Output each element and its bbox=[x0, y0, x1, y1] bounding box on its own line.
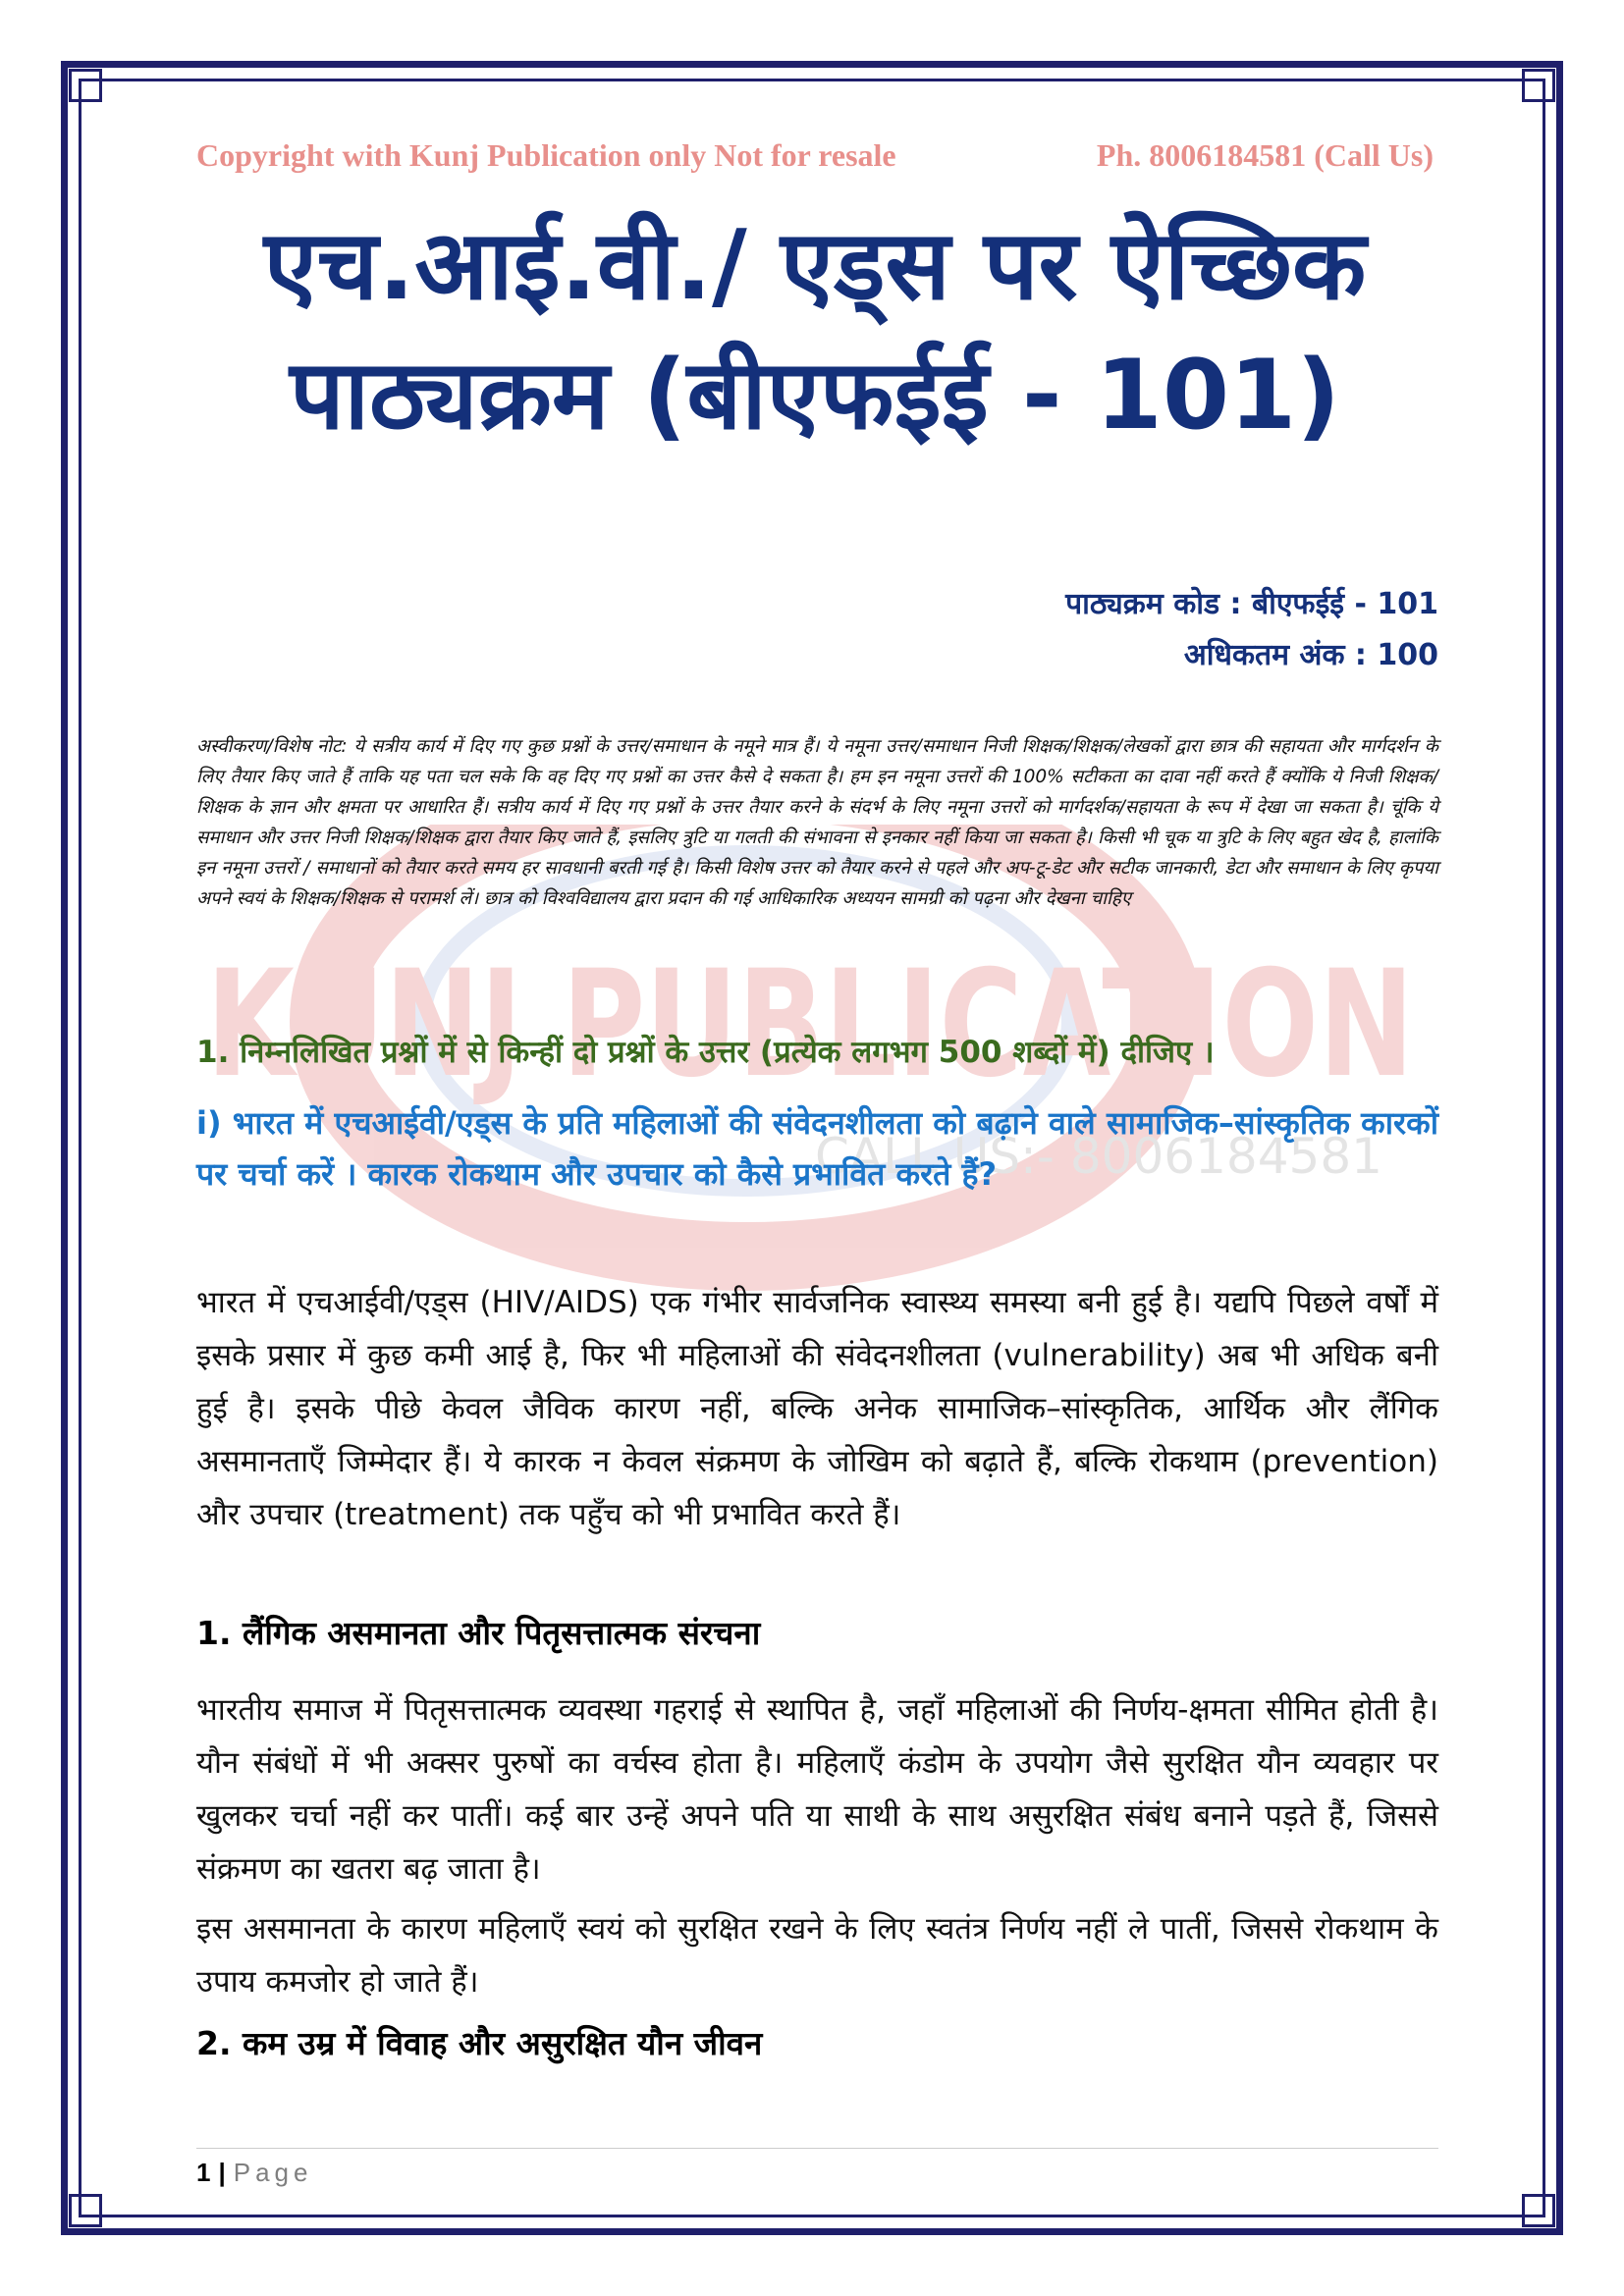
copyright-header bbox=[196, 137, 1434, 174]
section-1-paragraph-1: भारतीय समाज में पितृसत्तात्मक व्यवस्था गहराई से स्थापित है, जहाँ महिलाओं की निर्णय-क्षमता सीमित होती है। यौन संबंधों में भी अक्सर पुरुषों का वर्चस्व होता है। महिलाएँ कंडोम के उपयोग जैसे सुरक्षित यौन व्यवहार पर खुलकर चर्चा नहीं कर पातीं। कई बार उन्हें अपने पति या साथी के साथ असुरक्षित संबंध बनाने पड़ते हैं, जिससे संक्रमण का खतरा बढ़ जाता है। bbox=[196, 1692, 1438, 1887]
title-line-2: पाठ्यक्रम (बीएफईई - 101) bbox=[289, 340, 1341, 452]
footer-separator: | bbox=[218, 2158, 226, 2187]
watermark-brand-text: KUNJ PUBLICATION bbox=[206, 939, 1414, 1110]
title-line-1: एच.आई.वी./ एड्स पर ऐच्छिक bbox=[263, 210, 1367, 322]
disclaimer-note: अस्वीकरण/विशेष नोट: ये सत्रीय कार्य में दिए गए कुछ प्रश्नों के उत्तर/समाधान के नमूने मात्र हैं। ये नमूना उत्तर/समाधान निजी शिक्षक/शिक्षक/लेखकों द्वारा छात्र की सहायता और मार्गदर्शन के लिए तैयार किए जाते हैं ताकि यह पता चल सके कि वह दिए गए प्रश्नों का उत्तर कैसे दे सकता है। हम इन नमूना उत्तरों की 100% सटीकता का दावा नहीं करते हैं क्योंकि ये निजी शिक्षक/शिक्षक के ज्ञान और क्षमता पर आधारित हैं। सत्रीय कार्य में दिए गए प्रश्नों के उत्तर तैयार करने के संदर्भ के लिए नमूना उत्तरों को मार्गदर्शक/सहायता के रूप में देखा जा सकता है। चूंकि ये समाधान और उत्तर निजी शिक्षक/शिक्षक द्वारा तैयार किए जाते हैं, इसलिए त्रुटि या गलती की संभावना से इनकार नहीं किया जा सकता है। किसी भी चूक या त्रुटि के लिए बहुत खेद है, हालांकि इन नमूना उत्तरों / समाधानों को तैयार करते समय हर सावधानी बरती गई है। किसी विशेष उत्तर को तैयार करने से पहले और अप-टू-डेट और सटीक जानकारी, डेटा और समाधान के लिए कृपया अपने स्वयं के शिक्षक/शिक्षक से परामर्श लें। छात्र को विश्वविद्यालय द्वारा प्रदान की गई आधिकारिक अध्ययन सामग्री को पढ़ना और देखना चाहिए bbox=[196, 736, 1438, 909]
border-corner-bottom-right bbox=[1522, 2194, 1555, 2227]
border-corner-top-left bbox=[69, 69, 102, 102]
contact-phone: Ph. 8006184581 (Call Us) bbox=[1096, 137, 1434, 173]
course-meta bbox=[196, 579, 1438, 681]
copyright-notice: Copyright with Kunj Publication only Not for resale bbox=[196, 137, 896, 173]
answer-intro-paragraph: भारत में एचआईवी/एड्स (HIV/AIDS) एक गंभीर सार्वजनिक स्वास्थ्य समस्या बनी हुई है। यद्यपि पिछले वर्षों में इसके प्रसार में कुछ कमी आई है, फिर भी महिलाओं की संवेदनशीलता (vulnerability) अब भी अधिक बनी हुई है। इसके पीछे केवल जैविक कारण नहीं, बल्कि अनेक सामाजिक–सांस्कृतिक, आर्थिक और लैंगिक असमानताएँ जिम्मेदार हैं। ये कारक न केवल संक्रमण के जोखिम को बढ़ाते हैं, बल्कि रोकथाम (prevention) और उपचार (treatment) तक पहुँच को भी प्रभावित करते हैं। bbox=[196, 1285, 1438, 1532]
watermark-call-text: CALL US:- 8006184581 bbox=[815, 1128, 1382, 1185]
document-title bbox=[196, 201, 1434, 460]
footer-divider bbox=[196, 2148, 1438, 2149]
border-corner-bottom-left bbox=[69, 2194, 102, 2227]
question-heading: 1. निम्नलिखित प्रश्नों में से किन्हीं दो प्रश्नों के उत्तर (प्रत्येक लगभग 500 शब्दों में) दीजिए । bbox=[196, 1035, 1215, 1070]
section-heading-2: 2. कम उम्र में विवाह और असुरक्षित यौन जीवन bbox=[196, 2024, 763, 2062]
page-footer bbox=[196, 2158, 312, 2188]
page-label: Page bbox=[233, 2158, 313, 2187]
border-corner-top-right bbox=[1522, 69, 1555, 102]
page-number: 1 bbox=[196, 2158, 211, 2187]
max-marks: अधिकतम अंक : 100 bbox=[1183, 638, 1438, 672]
sub-question: i) भारत में एचआईवी/एड्स के प्रति महिलाओं की संवेदनशीलता को बढ़ाने वाले सामाजिक–सांस्कृतिक कारकों पर चर्चा करें । कारक रोकथाम और उपचार को कैसे प्रभावित करते हैं? bbox=[196, 1104, 1438, 1193]
section-heading-1: 1. लैंगिक असमानता और पितृसत्तात्मक संरचना bbox=[196, 1614, 761, 1652]
section-1-paragraph-2: इस असमानता के कारण महिलाएँ स्वयं को सुरक्षित रखने के लिए स्वतंत्र निर्णय नहीं ले पातीं, जिससे रोकथाम के उपाय कमजोर हो जाते हैं। bbox=[196, 1911, 1438, 2000]
course-code: पाठ्यक्रम कोड : बीएफईई - 101 bbox=[1065, 587, 1438, 621]
